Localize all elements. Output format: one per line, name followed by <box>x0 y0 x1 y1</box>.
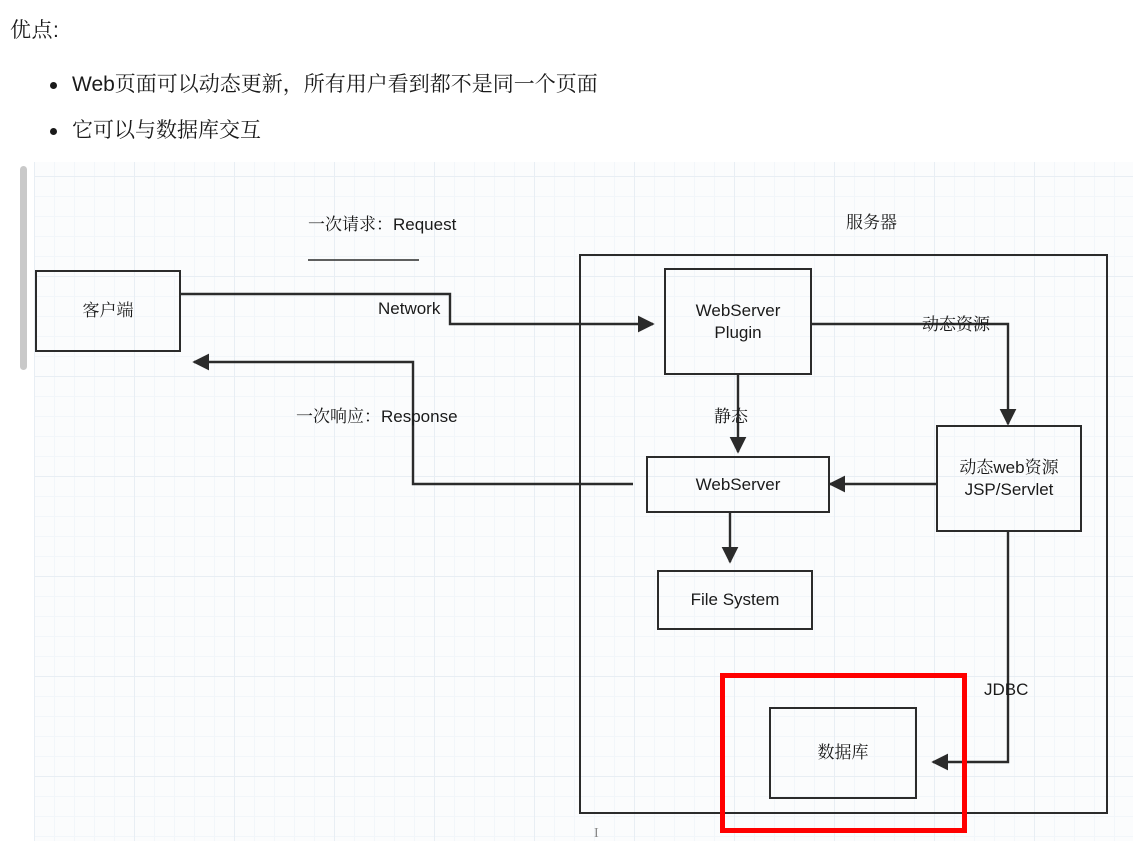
node-database-label: 数据库 <box>817 743 869 763</box>
node-client-label: 客户端 <box>82 301 134 321</box>
text-cursor-icon: I <box>594 826 599 841</box>
page-title: 优点: <box>10 19 60 42</box>
advantages-list <box>10 62 1010 154</box>
canvas-gutter <box>0 162 34 841</box>
list-item <box>10 108 1010 154</box>
label-server: 服务器 <box>846 213 897 232</box>
node-webserver-plugin[interactable] <box>664 268 812 375</box>
node-file-system[interactable] <box>657 570 813 630</box>
node-file-system-label: File System <box>690 590 780 610</box>
node-webserver-plugin-line1: WebServer <box>695 301 781 321</box>
list-item <box>10 62 1010 108</box>
node-dynamic-web-resource[interactable] <box>936 425 1082 532</box>
label-request: 一次请求：Request <box>308 215 457 234</box>
list-item-label: 它可以与数据库交互 <box>72 119 261 142</box>
label-jdbc: JDBC <box>984 680 1029 699</box>
bullet-dot-icon <box>50 128 57 135</box>
diagram-canvas <box>0 162 1133 841</box>
node-dynamic-web-line1: 动态web资源 <box>959 458 1059 478</box>
node-webserver-plugin-line2: Plugin <box>714 322 762 342</box>
label-dynamic-resource: 动态资源 <box>922 315 990 334</box>
list-item-label: Web页面可以动态更新，所有用户看到都不是同一个页面 <box>72 73 598 96</box>
node-dynamic-web-line2: JSP/Servlet <box>964 479 1054 499</box>
node-webserver[interactable] <box>646 456 830 513</box>
label-static: 静态 <box>714 407 748 426</box>
bullet-dot-icon <box>50 82 57 89</box>
label-network: Network <box>378 299 441 318</box>
label-response: 一次响应：Response <box>296 407 458 426</box>
node-client[interactable] <box>35 270 181 352</box>
node-webserver-label: WebServer <box>695 474 781 494</box>
vertical-scrollbar-thumb[interactable] <box>20 166 27 370</box>
node-database[interactable] <box>769 707 917 799</box>
